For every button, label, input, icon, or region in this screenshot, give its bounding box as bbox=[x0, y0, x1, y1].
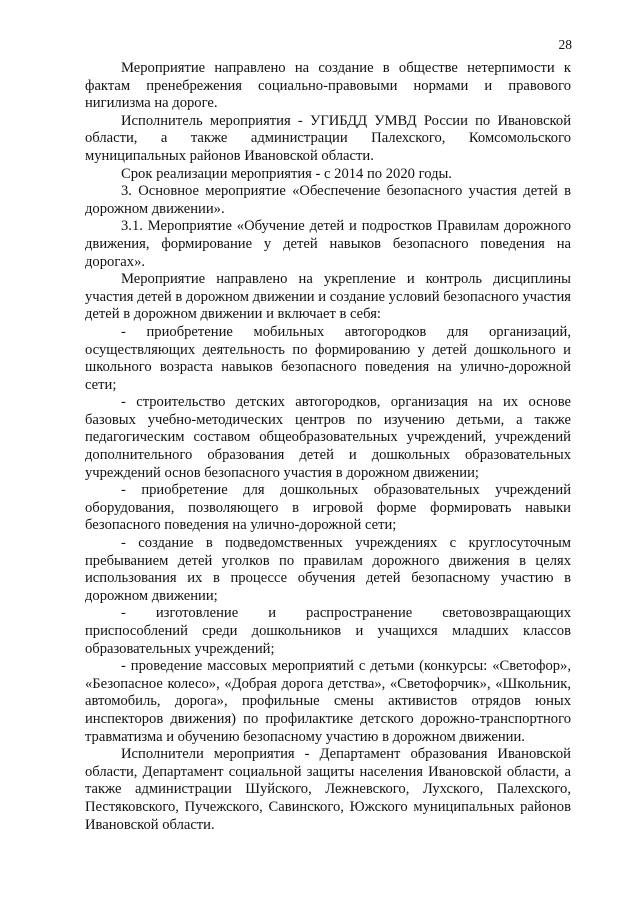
paragraph: Исполнители мероприятия - Департамент образования Ивановской области, Департамент социальной защиты населения Ивановской области, а также администрации Шуйского, Лежневского, Лухского, Палехского, Пестяковского, Пучежского, Савинского, Южского муниципальных районов Ивановской области. bbox=[85, 746, 571, 833]
list-item: - изготовление и распространение световозвращающих приспособлений среди дошкольников и учащихся младших классов образовательных учреждений; bbox=[85, 605, 571, 657]
paragraph: Срок реализации мероприятия - с 2014 по 2020 годы. bbox=[121, 165, 452, 182]
paragraph: Мероприятие направлено на создание в обществе нетерпимости к фактам пренебрежения социально-правовыми нормами и правового нигилизма на дороге. bbox=[85, 60, 571, 112]
page-number: 28 bbox=[558, 37, 572, 52]
document-body bbox=[85, 60, 571, 834]
paragraph: Исполнитель мероприятия - УГИБДД УМВД России по Ивановской области, а также администрации Палехского, Комсомольского муниципальных районов Ивановской области. bbox=[85, 112, 571, 164]
list-item: - приобретение мобильных автогородков для организаций, осуществляющих деятельность по формированию у детей дошкольного и школьного возраста навыков безопасного поведения на улично-дорожной сети; bbox=[85, 323, 571, 393]
list-item: - создание в подведомственных учреждениях с круглосуточным пребыванием детей уголков по правилам дорожного движения в целях использования их в процессе обучения детей безопасному участию в дорожном движении; bbox=[85, 535, 571, 604]
paragraph: Мероприятие направлено на укрепление и контроль дисциплины участия детей в дорожном движении и создание условий безопасного участия детей в дорожном движении и включает в себя: bbox=[85, 271, 571, 323]
paragraph: 3. Основное мероприятие «Обеспечение безопасного участия детей в дорожном движении». bbox=[85, 183, 571, 217]
list-item: - приобретение для дошкольных образовательных учреждений оборудования, позволяющего в игровой форме формировать навыки безопасного поведения на улично-дорожной сети; bbox=[85, 482, 571, 534]
list-item: - проведение массовых мероприятий с детьми (конкурсы: «Светофор», «Безопасное колесо», «Добрая дорога детства», «Светофорчик», «Школьник, автомобиль, дорога», профильные смены активистов отрядов юных инспекторов движения) по профилактике детского дорожно-транспортного травматизма и обучению безопасному участию в дорожном движении. bbox=[85, 658, 571, 745]
paragraph: 3.1. Мероприятие «Обучение детей и подростков Правилам дорожного движения, формирование у детей навыков безопасного поведения на дорогах». bbox=[85, 218, 571, 270]
list-item: - строительство детских автогородков, организация на их основе базовых учебно-методических центров по изучению детьми, а также педагогическим составом общеобразовательных учреждений, учреждений дополнительного образования детей и дошкольных образовательных учреждений основ безопасного участия в дорожном движении; bbox=[85, 394, 571, 481]
